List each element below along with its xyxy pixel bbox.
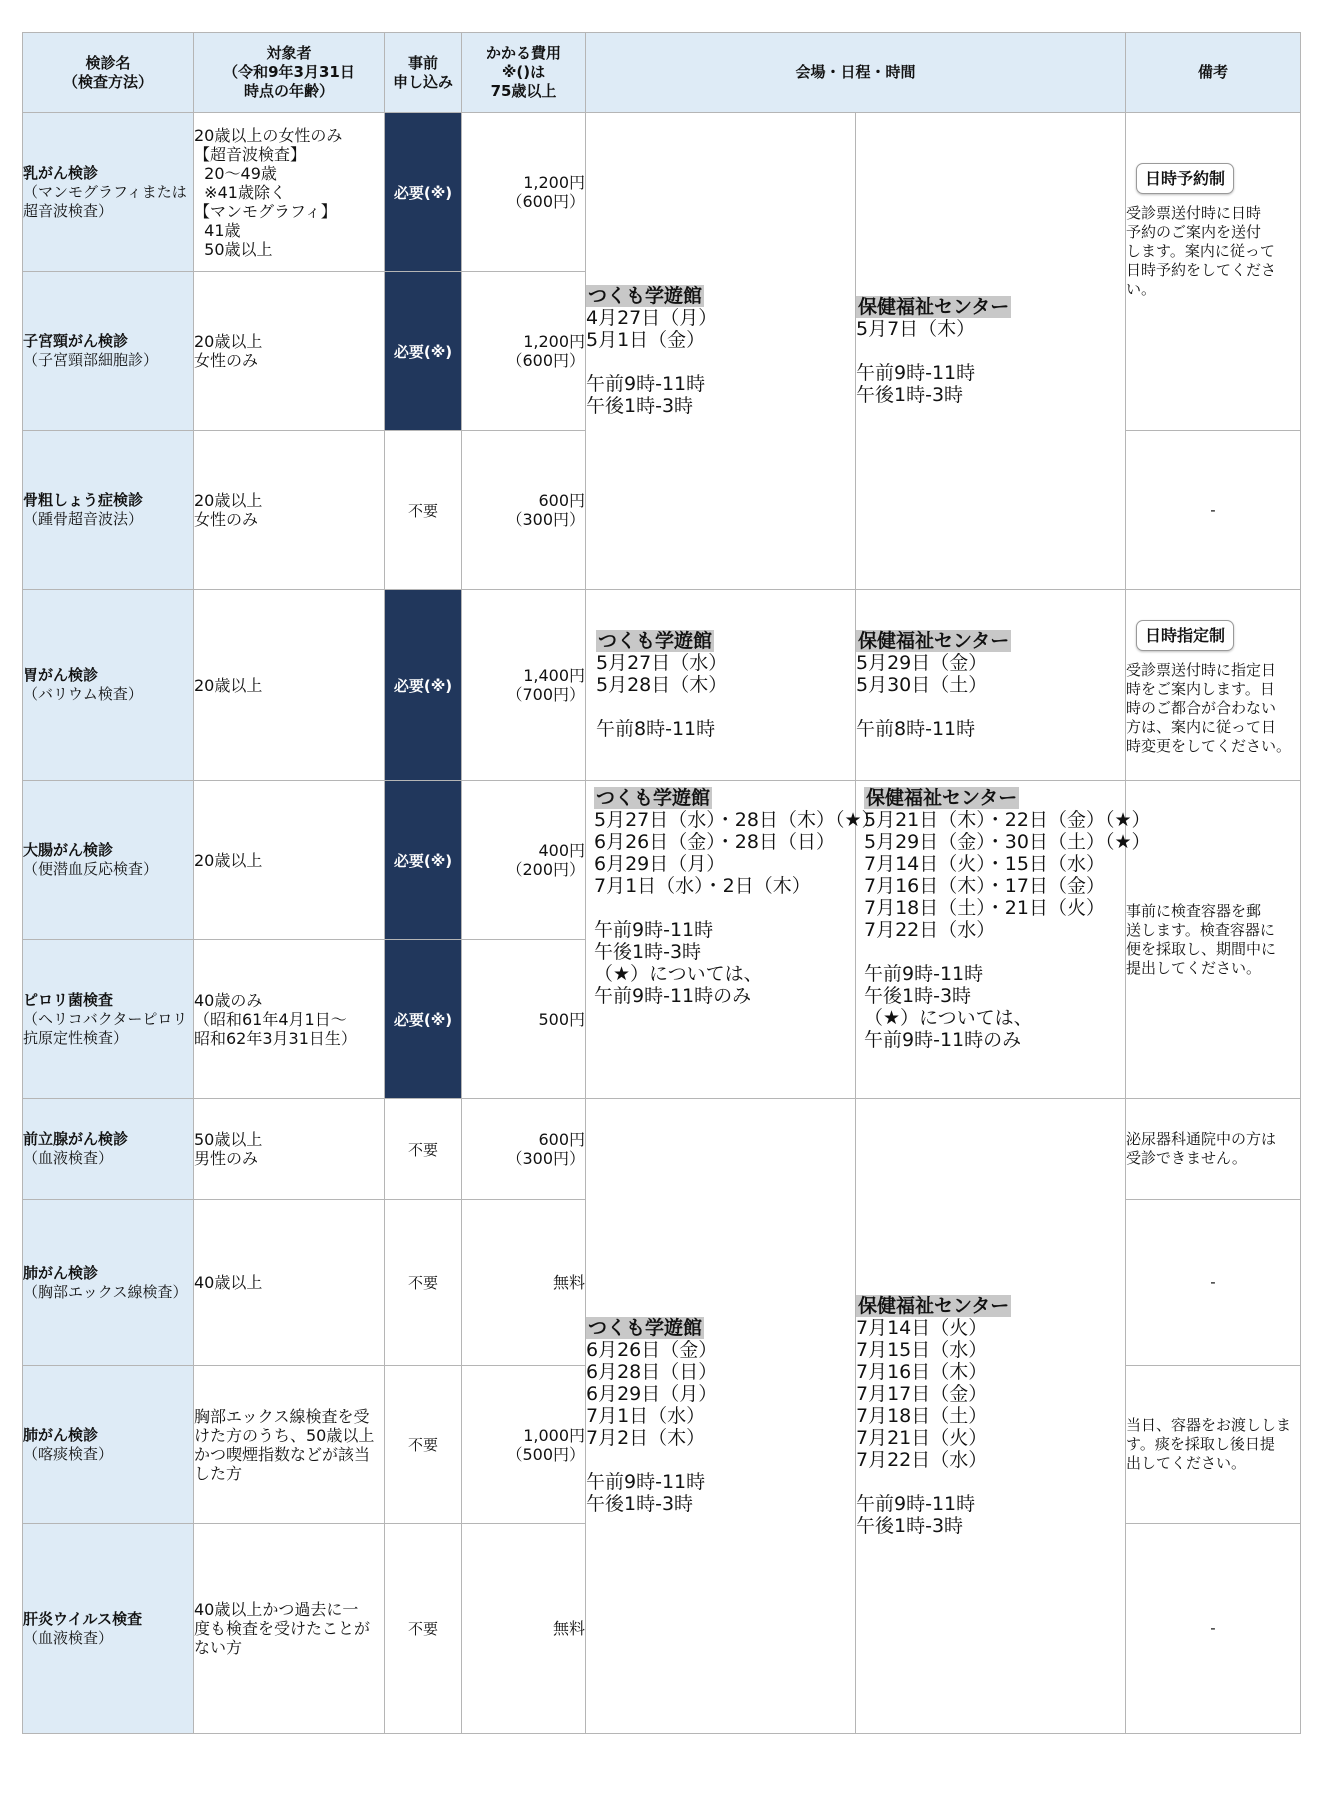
text-line: 便を採取し、期間中に: [1126, 939, 1277, 958]
text-line: 予約のご案内を送付: [1126, 223, 1262, 241]
exam-name-cell: [23, 1366, 194, 1524]
target-cell: [194, 1524, 385, 1734]
venue-times: [856, 1493, 1125, 1537]
target-cell: [194, 590, 385, 781]
text-line: 女性のみ: [194, 351, 259, 370]
header-target: [194, 33, 385, 113]
text-line: 6月26日（金）・28日（日）: [594, 831, 835, 853]
fee-cell: [462, 590, 586, 781]
venue-times: [594, 919, 855, 1007]
venue-name: つくも学遊館: [596, 787, 711, 809]
venue-times: [856, 362, 1125, 406]
text-line: （500円）: [506, 1444, 585, 1464]
text-line: 超音波検査）: [23, 201, 114, 220]
exam-name-cell: [23, 781, 194, 940]
note-cell: [1126, 781, 1301, 1099]
text-line: 出してください。: [1126, 1454, 1247, 1472]
request-cell: 不要: [385, 1524, 462, 1734]
fee-cell: [462, 1200, 586, 1366]
text-line: 7月2日（木）: [586, 1427, 706, 1449]
exam-name: 骨粗しょう症検診: [23, 491, 144, 509]
text-line: 午前8時-11時: [856, 718, 976, 740]
text-line: 【マンモグラフィ】: [194, 201, 337, 221]
text-line: （胸部エックス線検査）: [23, 1282, 188, 1301]
text-line: （便潜血反応検査）: [23, 860, 159, 878]
header-request: [385, 33, 462, 113]
text-line: 送します。検査容器に: [1126, 920, 1275, 939]
target-cell: [194, 940, 385, 1099]
text-line: す。痰を採取し後日提: [1126, 1435, 1275, 1453]
text-line: した方: [194, 1463, 243, 1483]
text-line: 午前9時-11時: [586, 373, 706, 395]
fee-cell: [462, 1366, 586, 1524]
venue-dates: [586, 1339, 855, 1449]
text-line: ない方: [194, 1638, 243, 1657]
exam-name: 大腸がん検診: [23, 841, 114, 859]
exam-name: 前立腺がん検診: [23, 1130, 129, 1148]
text-line: 午前9時-11時: [856, 362, 976, 384]
fee-cell: [462, 431, 586, 590]
exam-name-cell: [23, 431, 194, 590]
venue-cell: [856, 590, 1126, 781]
target-cell: [194, 431, 385, 590]
text-line: （喀痰検査）: [23, 1444, 114, 1463]
request-cell: 不要: [385, 1200, 462, 1366]
text-line: 6月29日（月）: [594, 853, 726, 875]
text-line: 午後1時-3時: [586, 395, 694, 417]
venue-dates: [864, 809, 1151, 941]
text-line: （600円）: [506, 192, 585, 211]
text-line: 5月7日（木）: [856, 318, 976, 340]
text-line: 7月14日（火）・15日（水）: [864, 853, 1105, 875]
venue-cell: [586, 590, 856, 781]
exam-method: [23, 510, 193, 529]
text-line: （血液検査）: [23, 1628, 114, 1647]
target-cell: [194, 272, 385, 431]
text-line: （★）については、: [864, 1007, 1033, 1029]
exam-name-cell: [23, 590, 194, 781]
exam-method: [23, 1149, 193, 1168]
text-line: 7月22日（水）: [856, 1449, 988, 1471]
request-cell: 不要: [385, 1366, 462, 1524]
venue-cell: [586, 1099, 856, 1734]
text-line: 時変更をしてください。: [1126, 737, 1292, 755]
exam-method: [23, 860, 193, 879]
text-line: 5月27日（水）・28日（木）（★）: [594, 809, 881, 831]
target-cell: [194, 113, 385, 272]
venue-times: [586, 373, 855, 417]
note-cell: [1126, 590, 1301, 781]
text-line: （検査方法）: [62, 72, 153, 91]
text-line: 1,200円: [523, 173, 585, 192]
fee-cell: [462, 113, 586, 272]
venue-name: つくも学遊館: [588, 1317, 703, 1339]
header-name: [23, 33, 194, 113]
text-line: 抗原定性検査）: [23, 1028, 129, 1047]
venue-cell: [586, 781, 881, 1099]
exam-name-cell: [23, 113, 194, 272]
venue-dates: [594, 809, 881, 897]
exam-name: ピロリ菌検査: [23, 990, 114, 1009]
note-cell: [1126, 1099, 1301, 1200]
text-line: 75歳以上: [490, 82, 557, 100]
exam-method: [23, 183, 193, 221]
exam-name: 乳がん検診: [23, 163, 99, 182]
text-line: 400円: [538, 841, 585, 860]
text-line: 40歳のみ: [194, 990, 263, 1010]
text-line: 午前9時-11時: [594, 919, 714, 941]
text-line: 午前9時-11時: [864, 963, 984, 985]
note-cell: [1126, 113, 1301, 431]
text-line: 20～49歳: [194, 163, 277, 183]
text-line: 1,000円: [523, 1425, 585, 1445]
text-line: 対象者: [266, 44, 312, 62]
text-line: かつ喫煙指数などが該当: [194, 1444, 371, 1464]
text-line: （300円）: [506, 510, 585, 529]
text-line: 6月26日（金）: [586, 1339, 718, 1361]
request-cell: 不要: [385, 431, 462, 590]
exam-method: [23, 685, 193, 704]
text-line: 41歳: [194, 220, 241, 240]
exam-name: 肝炎ウイルス検査: [23, 1609, 143, 1628]
note-text: [1126, 204, 1300, 299]
fee-cell: [462, 1524, 586, 1734]
target-cell: [194, 1099, 385, 1200]
text-line: 当日、容器をお渡ししま: [1126, 1416, 1292, 1434]
text-line: 600円: [538, 491, 585, 510]
exam-name-cell: [23, 1200, 194, 1366]
text-line: 午前9時-11時: [586, 1471, 706, 1493]
text-line: 午前9時-11時のみ: [864, 1029, 1022, 1051]
text-line: 1,400円: [523, 666, 585, 685]
text-line: 7月15日（水）: [856, 1339, 988, 1361]
header-row: [23, 33, 1301, 113]
text-line: 無料: [552, 1273, 585, 1292]
text-line: 7月21日（火）: [856, 1427, 988, 1449]
fee-cell: [462, 781, 586, 940]
text-line: 泌尿器科通院中の方は: [1126, 1130, 1277, 1148]
venue-name: つくも学遊館: [588, 285, 703, 307]
text-line: 7月16日（木）: [856, 1361, 988, 1383]
venue-cell: [856, 113, 1126, 590]
header-venue: 会場・日程・時間: [586, 33, 1126, 113]
text-line: 受診票送付時に日時: [1126, 204, 1262, 222]
text-line: ※41歳除く: [194, 182, 286, 202]
text-line: 事前に検査容器を郵: [1126, 901, 1262, 920]
note-cell: [1126, 1200, 1301, 1366]
table-row: [23, 781, 1301, 940]
text-line: 600円: [538, 1130, 585, 1149]
exam-name: 子宮頸がん検診: [23, 332, 129, 350]
text-line: 5月30日（土）: [856, 674, 988, 696]
text-line: 6月29日（月）: [586, 1383, 718, 1405]
text-line: 6月28日（日）: [586, 1361, 718, 1383]
text-line: 20歳以上: [194, 491, 263, 510]
reservation-badge: 日時予約制: [1136, 163, 1234, 194]
text-line: 提出してください。: [1126, 958, 1262, 977]
text-line: 50歳以上: [194, 239, 273, 259]
venue-times: [856, 718, 1125, 740]
request-cell: 必要(※): [385, 272, 462, 431]
venue-name: 保健福祉センター: [866, 787, 1018, 809]
text-line: 7月22日（水）: [864, 919, 996, 941]
fee-cell: [462, 940, 586, 1099]
text-line: 女性のみ: [194, 510, 259, 529]
venue-cell: [586, 113, 856, 590]
text-line: 5月29日（金）・30日（土）（★）: [864, 831, 1151, 853]
venue-cell: [856, 781, 1151, 1099]
header-note: 備考: [1126, 33, 1301, 113]
exam-method: [23, 351, 193, 370]
text-line: 40歳以上かつ過去に一: [194, 1600, 359, 1619]
text-line: 7月1日（水）・2日（木）: [594, 875, 811, 897]
exam-name-cell: [23, 1524, 194, 1734]
venue-times: [596, 718, 855, 740]
text-line: 午後1時-3時: [856, 384, 964, 406]
text-line: 日時予約をしてくださ: [1126, 261, 1277, 279]
text-line: （昭和61年4月1日～: [194, 1009, 347, 1029]
text-line: 4月27日（月）: [586, 307, 718, 329]
text-line: （踵骨超音波法）: [23, 510, 144, 528]
text-line: （600円）: [506, 351, 585, 370]
request-cell: 必要(※): [385, 590, 462, 781]
text-line: （★）については、: [594, 963, 763, 985]
text-line: 時点の年齢）: [243, 82, 334, 100]
text-line: 7月16日（木）・17日（金）: [864, 875, 1105, 897]
designation-badge: 日時指定制: [1136, 620, 1234, 651]
text-line: 7月1日（水）: [586, 1405, 706, 1427]
venue-name: つくも学遊館: [598, 630, 713, 652]
text-line: 時をご案内します。日: [1126, 680, 1275, 698]
text-line: 7月14日（火）: [856, 1317, 988, 1339]
table-row: [23, 590, 1301, 781]
venue-name: 保健福祉センター: [858, 630, 1010, 652]
exam-name-cell: [23, 1099, 194, 1200]
text-line: （バリウム検査）: [23, 685, 143, 703]
text-line: 7月17日（金）: [856, 1383, 988, 1405]
text-line: 検診名: [85, 53, 131, 72]
text-line: 20歳以上: [194, 675, 263, 695]
text-line: 5月27日（水）: [596, 652, 728, 674]
text-line: 午前9時-11時: [856, 1493, 976, 1515]
target-cell: [194, 781, 385, 940]
text-line: 20歳以上: [194, 850, 263, 870]
request-cell: 不要: [385, 1099, 462, 1200]
text-line: 受診できません。: [1126, 1149, 1247, 1167]
text-line: 40歳以上: [194, 1273, 263, 1292]
exam-name-cell: [23, 272, 194, 431]
venue-times: [586, 1471, 855, 1515]
note-text: [1126, 661, 1300, 756]
text-line: 度も検査を受けたことが: [194, 1619, 371, 1638]
text-line: 5月28日（木）: [596, 674, 728, 696]
exam-method: [23, 1445, 193, 1464]
exam-name: 肺がん検診: [23, 1425, 99, 1444]
text-line: （700円）: [506, 685, 585, 704]
venue-dates: [856, 1317, 1125, 1471]
text-line: 20歳以上の女性のみ: [194, 125, 343, 145]
text-line: します。案内に従って: [1126, 242, 1275, 260]
text-line: 午前9時-11時のみ: [594, 985, 752, 1007]
table-row: [23, 1099, 1301, 1200]
exam-method: [23, 1283, 193, 1302]
fee-cell: [462, 1099, 586, 1200]
exam-method: [23, 1010, 193, 1048]
venue-dates: [596, 652, 855, 696]
text-line: -: [1210, 500, 1216, 519]
text-line: -: [1210, 1619, 1216, 1637]
text-line: 午後1時-3時: [856, 1515, 964, 1537]
exam-name-cell: [23, 940, 194, 1099]
text-line: -: [1210, 1273, 1216, 1291]
text-line: 500円: [538, 1009, 585, 1029]
text-line: かかる費用: [485, 44, 561, 62]
venue-dates: [856, 318, 1125, 340]
fee-cell: [462, 272, 586, 431]
text-line: 午前8時-11時: [596, 718, 716, 740]
text-line: （300円）: [506, 1149, 585, 1168]
text-line: （令和9年3月31日: [223, 63, 355, 81]
text-line: 昭和62年3月31日生）: [194, 1028, 357, 1048]
venue-name: 保健福祉センター: [858, 296, 1010, 318]
text-line: い。: [1126, 280, 1157, 298]
text-line: ※()は: [501, 63, 546, 81]
text-line: 50歳以上: [194, 1130, 263, 1149]
target-cell: [194, 1366, 385, 1524]
text-line: （200円）: [506, 860, 585, 879]
text-line: 事前: [407, 53, 438, 72]
venue-times: [864, 963, 1125, 1051]
health-checkup-schedule-table: [22, 32, 1301, 1734]
venue-dates: [856, 652, 1125, 696]
text-line: （子宮頸部細胞診）: [23, 351, 159, 369]
text-line: 申し込み: [392, 72, 453, 91]
exam-name: 肺がん検診: [23, 1263, 99, 1282]
venue-cell: [856, 1099, 1126, 1734]
text-line: 午後1時-3時: [864, 985, 972, 1007]
text-line: 7月18日（土）・21日（火）: [864, 897, 1105, 919]
venue-dates: [586, 307, 855, 351]
exam-name: 胃がん検診: [23, 666, 99, 684]
exam-method: [23, 1629, 193, 1648]
text-line: 5月1日（金）: [586, 329, 706, 351]
text-line: 胸部エックス線検査を受: [194, 1406, 370, 1426]
text-line: （血液検査）: [23, 1149, 114, 1167]
text-line: 無料: [552, 1619, 585, 1638]
venue-name: 保健福祉センター: [858, 1295, 1010, 1317]
text-line: 受診票送付時に指定日: [1126, 661, 1277, 679]
text-line: 午後1時-3時: [586, 1493, 694, 1515]
text-line: けた方のうち、50歳以上: [194, 1425, 375, 1445]
text-line: （ヘリコバクターピロリ: [23, 1009, 188, 1028]
note-cell: [1126, 1366, 1301, 1524]
text-line: 20歳以上: [194, 332, 263, 351]
target-cell: [194, 1200, 385, 1366]
text-line: 男性のみ: [194, 1149, 259, 1168]
note-cell: [1126, 431, 1301, 590]
text-line: 時のご都合が合わない: [1126, 699, 1277, 717]
text-line: 1,200円: [523, 332, 585, 351]
table-row: [23, 113, 1301, 272]
request-cell: 必要(※): [385, 781, 462, 940]
text-line: 5月29日（金）: [856, 652, 988, 674]
request-cell: 必要(※): [385, 113, 462, 272]
text-line: 【超音波検査】: [194, 144, 307, 164]
text-line: （マンモグラフィまたは: [23, 182, 187, 201]
text-line: 方は、案内に従って日: [1126, 718, 1277, 736]
request-cell: 必要(※): [385, 940, 462, 1099]
text-line: 午後1時-3時: [594, 941, 702, 963]
header-fee: [462, 33, 586, 113]
text-line: 5月21日（木）・22日（金）（★）: [864, 809, 1151, 831]
note-cell: [1126, 1524, 1301, 1734]
text-line: 7月18日（土）: [856, 1405, 988, 1427]
